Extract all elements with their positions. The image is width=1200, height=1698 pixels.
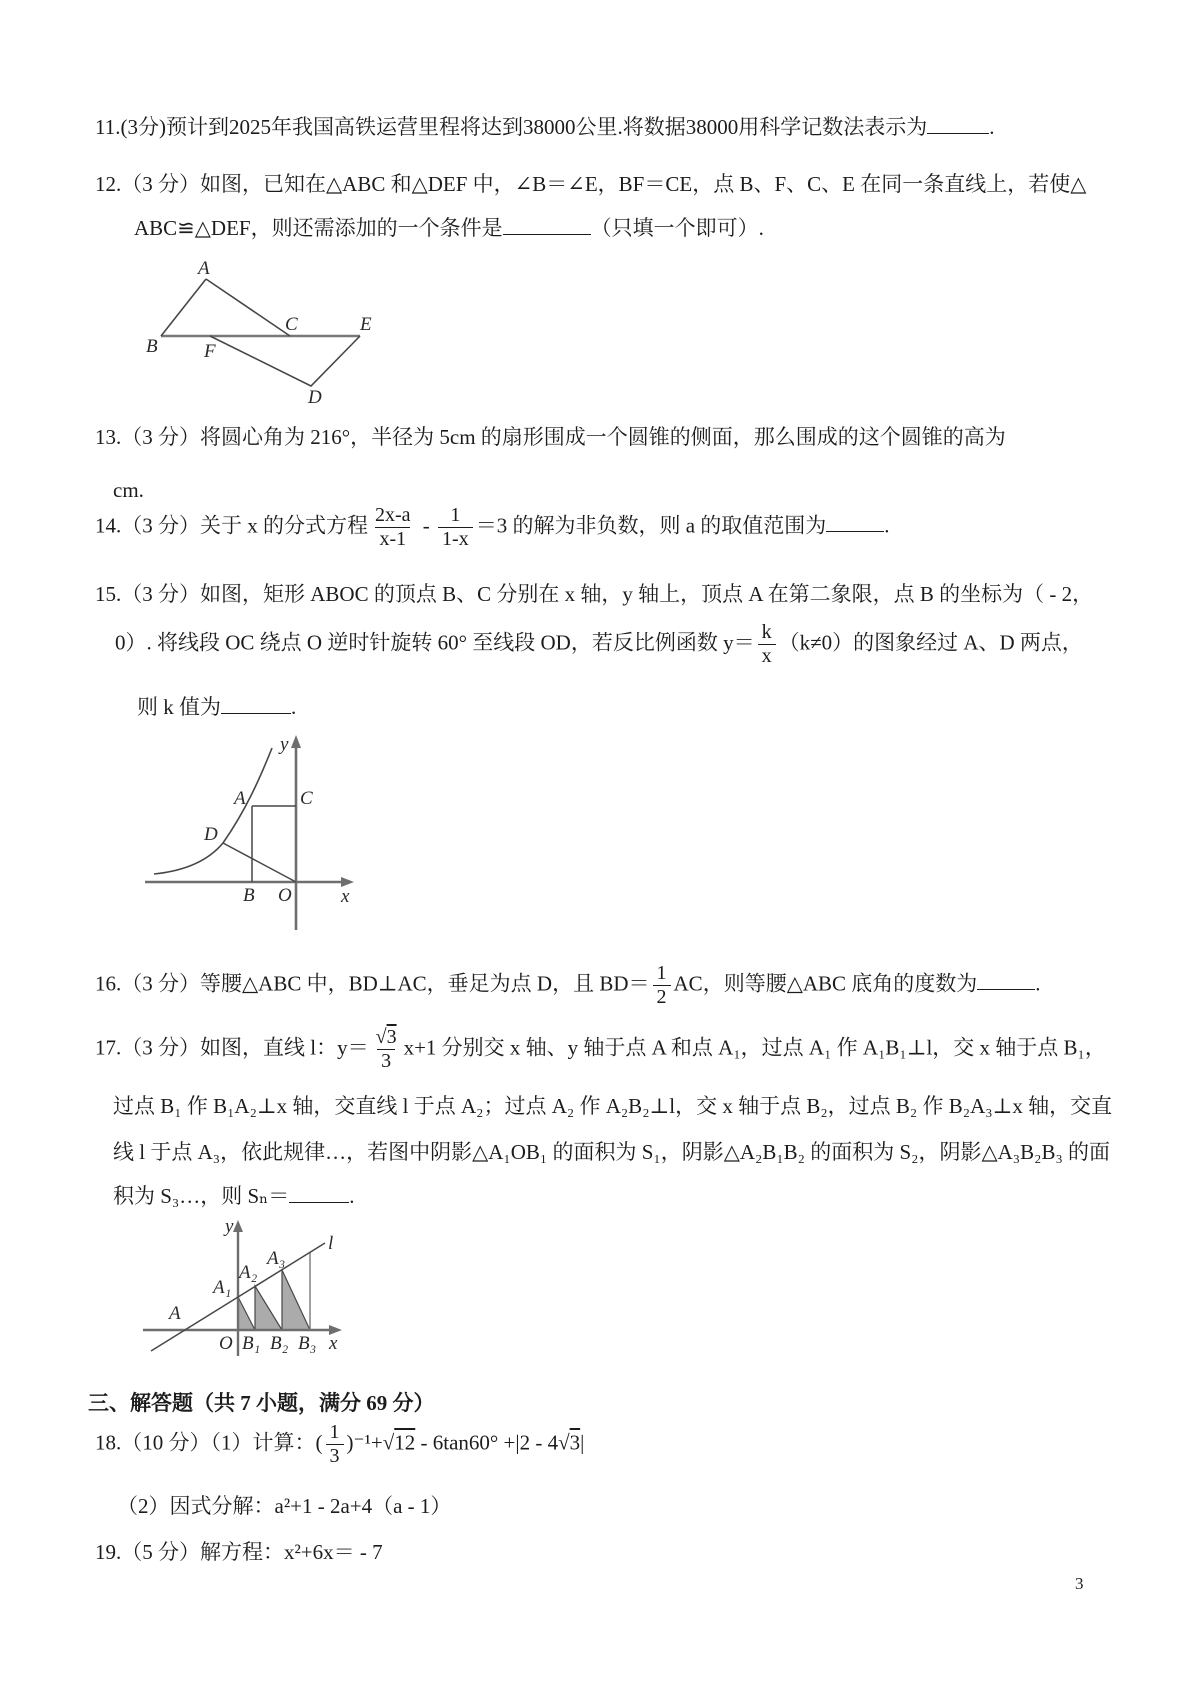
fig17-label-a: A bbox=[169, 1303, 181, 1324]
fig15-label-o: O bbox=[278, 885, 292, 906]
fig17-label-b2: B₂ bbox=[270, 1333, 289, 1354]
fig15-hyperbola-curve bbox=[154, 748, 272, 874]
fig15-label-d: D bbox=[204, 824, 218, 845]
fig12-triangle-abc bbox=[161, 279, 290, 336]
problem-16-line-1: 16.（3 分）等腰△ABC 中，BD⊥AC，垂足为点 D，且 BD＝ $\frac{1}{2}$ AC，则等腰△ABC 底角的度数为 . bbox=[95, 962, 1041, 1008]
problem-13-line-2: cm. bbox=[113, 478, 144, 502]
problem-13-line-1: 13.（3 分）将圆心角为 216°，半径为 5cm 的扇形围成一个圆锥的侧面，那么围成的这个圆锥的高为 bbox=[95, 425, 1006, 449]
page-number: 3 bbox=[1075, 1574, 1084, 1593]
problem-15-line-2: 0）. 将线段 OC 绕点 O 逆时针旋转 60° 至线段 OD，若反比例函数 y＝ $\frac{k}{x}$ （k≠0）的图象经过 A、D 两点， bbox=[115, 621, 1083, 667]
fig17-label-l: l bbox=[328, 1233, 334, 1254]
problem-12-line-2: ABC≌△DEF，则还需添加的一个条件是 （只填一个即可）. bbox=[134, 216, 764, 240]
fig15-segment-od bbox=[223, 843, 296, 882]
problem-15-line-1: 15.（3 分）如图，矩形 ABOC 的顶点 B、C 分别在 x 轴，y 轴上，顶点 A 在第二象限，点 B 的坐标为（ - 2， bbox=[95, 582, 1094, 606]
fig17-label-a1: A₁ bbox=[213, 1277, 232, 1298]
fig17-shaded-triangle-1 bbox=[238, 1297, 255, 1330]
fig15-label-b: B bbox=[243, 885, 255, 906]
fig17-shaded-triangle-2 bbox=[255, 1286, 282, 1330]
fig17-shaded-triangle-3 bbox=[282, 1270, 310, 1330]
problem-14-line-1: 14.（3 分）关于 x 的分式方程 $\frac{2x-a}{x-1}$ - $\frac{1}{1-x}$ ＝3 的解为非负数，则 a 的取值范围为 . bbox=[95, 504, 890, 550]
fig15-label-a: A bbox=[234, 788, 246, 809]
figure-problem-15 bbox=[140, 730, 380, 935]
fig17-label-y: y bbox=[225, 1216, 234, 1237]
fig12-label-b: B bbox=[146, 336, 158, 357]
problem-17-line-1: 17.（3 分）如图，直线 l：y＝ $\frac{√3}{3}$ x+1 分别交 x 轴、y 轴于点 A 和点 A₁，过点 A₁ 作 A₁B₁⊥l，交 x 轴于点 B₁， bbox=[95, 1026, 1106, 1072]
fig12-label-e: E bbox=[360, 314, 372, 335]
fig17-label-x: x bbox=[329, 1333, 338, 1354]
problem-17-line-3: 线 l 于点 A₃，依此规律…，若图中阴影△A₁OB₁ 的面积为 S₁，阴影△A₂B₁B₂ 的面积为 S₂，阴影△A₃B₂B₃ 的面 bbox=[113, 1140, 1111, 1164]
fig15-label-x: x bbox=[341, 886, 350, 907]
fig17-label-b1: B₁ bbox=[242, 1333, 261, 1354]
fig15-label-y: y bbox=[280, 734, 289, 755]
problem-12-line-1: 12.（3 分）如图，已知在△ABC 和△DEF 中，∠B＝∠E，BF＝CE，点 B、F、C、E 在同一条直线上，若使△ bbox=[95, 172, 1087, 196]
fig17-label-b3: B₃ bbox=[298, 1333, 317, 1354]
figure-problem-12 bbox=[138, 244, 398, 406]
fig12-label-d: D bbox=[308, 387, 322, 406]
fig17-label-a3: A₃ bbox=[267, 1248, 286, 1269]
fig12-label-a: A bbox=[198, 258, 210, 279]
section-heading: 三、解答题（共 7 小题，满分 69 分） bbox=[88, 1391, 435, 1415]
fig15-label-c: C bbox=[300, 788, 313, 809]
problem-17-line-2: 过点 B₁ 作 B₁A₂⊥x 轴，交直线 l 于点 A₂；过点 A₂ 作 A₂B₂⊥l，交 x 轴于点 B₂，过点 B₂ 作 B₂A₃⊥x 轴，交直 bbox=[113, 1094, 1113, 1118]
problem-11-line-1: 11.(3分)预计到2025年我国高铁运营里程将达到38000公里.将数据38000用科学记数法表示为 . bbox=[95, 115, 995, 139]
problem-17-line-4: 积为 S₃…，则 Sₙ＝ . bbox=[113, 1184, 355, 1208]
figure-problem-17 bbox=[133, 1216, 383, 1366]
fig15-y-arrow bbox=[291, 735, 301, 748]
problem-18-line-1: 18.（10 分）（1）计算：( $\frac{1}{3}$ )⁻¹+√12 - 6tan60° +|2 - 4√3| bbox=[95, 1421, 585, 1467]
fig12-label-c: C bbox=[285, 314, 298, 335]
problem-18-line-2: （2）因式分解：a²+1 - 2a+4（a - 1） bbox=[117, 1494, 452, 1518]
fig17-y-arrow bbox=[233, 1220, 243, 1232]
fig17-label-a2: A₂ bbox=[239, 1262, 258, 1283]
problem-19-line-1: 19.（5 分）解方程：x²+6x＝ - 7 bbox=[95, 1540, 383, 1564]
fig17-label-o: O bbox=[219, 1333, 233, 1354]
fig12-label-f: F bbox=[204, 341, 216, 362]
fig12-triangle-def bbox=[210, 336, 360, 386]
problem-15-line-3: 则 k 值为 . bbox=[137, 695, 297, 719]
